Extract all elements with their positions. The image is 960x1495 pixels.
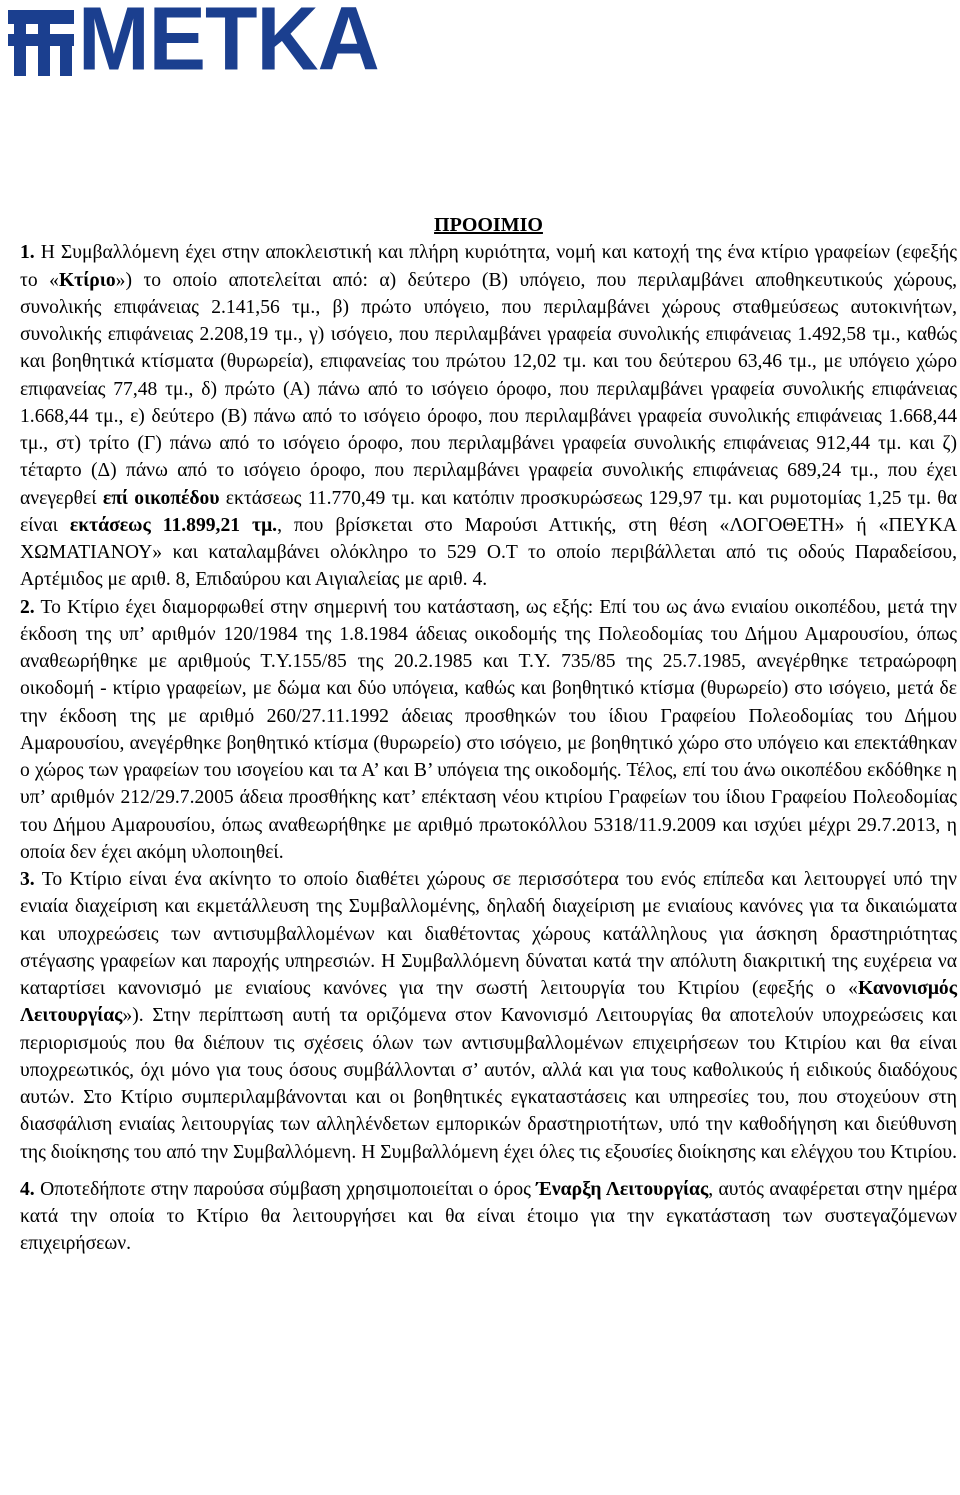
paragraph-number: 2. [20, 596, 35, 618]
document-title: ΠΡΟΟΙΜΙΟ [434, 214, 543, 236]
logo-wordmark: METKA [78, 0, 379, 90]
paragraph-text: Το Κτίριο έχει διαμορφωθεί στην σημερινή του κατάσταση, ως εξής: Επί του ως άνω ενιαίου οικοπέδου, μετά την έκδοση της υπ’ αριθμόν 120/1984 της 1.8.1984 άδειας οικοδομής της Πολεοδομίας του Δήμου Αμαρουσίου, όπως αναθεωρήθηκε με αριθμούς Τ.Υ.155/85 της 20.2.1985 και Τ.Υ. 735/85 της 25.7.1985, ανεγέρθηκε τετραώροφη οικοδομή - κτίριο γραφείων, με δώμα και δύο υπόγεια, καθώς και βοηθητικό κτίσμα (θυρωρείο) στο ισόγειο, μετά δε την έκδοση της με αριθμό 260/27.11.1992 άδειας προσθηκών του ίδιου Γραφείου Πολεοδομίας του Δήμου Αμαρουσίου, ανεγέρθηκε βοηθητικό κτίσμα (θυρωρείο) στο ισόγειο, με βοηθητικό χώρο στο υπόγειο και επεκτάθηκαν ο χώρος των γραφείων του ισογείου και τα Α’ και Β’ υπόγεια της οικοδομής. Τέλος, επί του άνω οικοπέδου εκδόθηκε η υπ’ αριθμόν 212/29.7.2005 άδεια προσθήκης κατ’ επέκταση νέου κτιρίου Γραφείων του ίδιου Γραφείου Πολεοδομίας του Δήμου Αμαρουσίου, όπως αναθεωρήθηκε με αριθμό πρωτοκόλλου 5318/11.9.2009 και ισχύει μέχρι 29.7.2013, η οποία δεν έχει ακόμη υλοποιηθεί. [20, 596, 957, 863]
paragraph-text: , που βρίσκεται στο Μαρούσι Αττικής, στη θέση «ΛΟΓΟΘΕΤΗ» ή «ΠΕΥΚΑ ΧΩΜΑΤΙΑΝΟΥ» και καταλαμβάνει ολόκληρο το 529 Ο.Τ το οποίο περιβάλλεται από τις οδούς Παραδείσου, Αρτέμιδος με αριθ. 8, Επιδαύρου και Αιγιαλείας με αριθ. 4. [20, 514, 958, 591]
paragraph-3 [20, 866, 957, 1166]
paragraph-text: ») το οποίο αποτελείται από: α) δεύτερο (Β) υπόγειο, που περιλαμβάνει αποθηκευτικούς χώρους, συνολικής επιφάνειας 2.141,56 τμ., β) πρώτο υπόγειο, που περιλαμβάνει χώρους σταθμεύσεως αυτοκινήτων, συνολικής επιφάνειας 2.208,19 τμ., γ) ισόγειο, που περιλαμβάνει γραφεία συνολικής επιφάνειας 1.492,58 τμ., καθώς και βοηθητικά κτίσματα (θυρωρεία), επιφανείας του πρώτου 12,02 τμ. και του δεύτερου 63,46 τμ., με υπόγειο χώρο επιφανείας 77,48 τμ., δ) πρώτο (Α) πάνω από το ισόγειο όροφο, που περιλαμβάνει γραφεία συνολικής επιφάνειας 1.668,44 τμ., ε) δεύτερο (Β) πάνω από το ισόγειο όροφο, που περιλαμβάνει γραφεία συνολικής επιφάνειας 1.668,44 τμ., στ) τρίτο (Γ) πάνω από το ισόγειο όροφο, που περιλαμβάνει γραφεία συνολικής επιφάνειας 912,44 τμ. και ζ) τέταρτο (Δ) πάνω από το ισόγειο όροφο, που περιλαμβάνει γραφεία συνολικής επιφάνειας 689,24 τμ., που έχει ανεγερθεί [20, 269, 957, 509]
paragraph-text: , αυτός αναφέρεται στην ημέρα κατά την οποία το Κτίριο θα λειτουργήσει και θα είναι έτοιμο για την εγκατάσταση των συστεγαζόμενων επιχειρήσεων. [20, 1178, 957, 1255]
paragraph-number: 1. [20, 242, 35, 264]
paragraph-4 [20, 1176, 957, 1258]
paragraph-text: Η Συμβαλλόμενη έχει στην αποκλειστική και πλήρη κυριότητα, νομή και κατοχή της ένα κτίριο γραφείων (εφεξής το « [20, 242, 957, 291]
bold-text: Κτίριο [58, 269, 116, 291]
paragraph-2 [20, 594, 957, 867]
bold-text: Κανονισμός Λειτουργίας [20, 978, 957, 1027]
bold-text: Έναρξη Λειτουργίας [536, 1178, 709, 1200]
paragraph-list [20, 239, 957, 1257]
paragraph-text: Οποτεδήποτε στην παρούσα σύμβαση χρησιμοποιείται ο όρος [34, 1178, 537, 1200]
metka-logo [8, 0, 379, 90]
paragraph-text: εκτάσεως 11.770,49 τμ. και κατόπιν προσκυρώσεως 129,97 τμ. και ρυμοτομίας 1,25 τμ. θα είναι [20, 487, 957, 536]
paragraph-number: 4. [20, 1178, 35, 1200]
bold-text: εκτάσεως 11.899,21 τμ. [69, 514, 278, 536]
paragraph-text: »). Στην περίπτωση αυτή τα οριζόμενα στον Κανονισμό Λειτουργίας θα αποτελούν υποχρεώσεις και περιορισμούς που θα διέπουν τις σχέσεις όλων των αντισυμβαλλομένων επιχειρήσεων του Κτιρίου και θα είναι υποχρεωτικός, όχι μόνο για τους όσους συμβάλλονται σ’ αυτόν, αλλά και για τους καθολικούς ή ειδικούς διαδόχους αυτών. Στο Κτίριο συμπεριλαμβάνονται και οι βοηθητικές εγκαταστάσεις και υπηρεσίες του, που στοχεύουν στη διασφάλιση ενιαίας λειτουργίας των αλληλένδετων εμπορικών δραστηριοτήτων, υπό την καθοδήγηση και διεύθυνση της διοίκησης του από την Συμβαλλόμενη. Η Συμβαλλόμενη έχει όλες τις εξουσίες διοίκησης και ελέγχου του Κτιρίου. [20, 1005, 957, 1163]
document-body [20, 212, 957, 1258]
paragraph-text: Το Κτίριο είναι ένα ακίνητο το οποίο διαθέτει χώρους σε περισσότερα του ενός επίπεδα και λειτουργεί υπό την ενιαία διαχείριση και εκμετάλλευση της Συμβαλλομένης, δηλαδή διαχείριση με ενιαίους κανόνες για τα δικαιώματα και υποχρεώσεις των αντισυμβαλλομένων και διαθέτοντας χώρους κατάλληλους για άσκηση δραστηριότητας στέγασης γραφείων και παροχής υπηρεσιών. Η Συμβαλλόμενη δύναται κατά την απόλυτη διακριτική της ευχέρεια να καταρτίσει κανονισμό με ενιαίους κανόνες για την σωστή λειτουργία του Κτιρίου (εφεξής ο « [20, 869, 957, 999]
paragraph-number: 3. [20, 869, 35, 890]
bold-text: επί οικοπέδου [102, 487, 220, 509]
metka-logo-icon [8, 10, 74, 76]
paragraph-1 [20, 239, 957, 593]
